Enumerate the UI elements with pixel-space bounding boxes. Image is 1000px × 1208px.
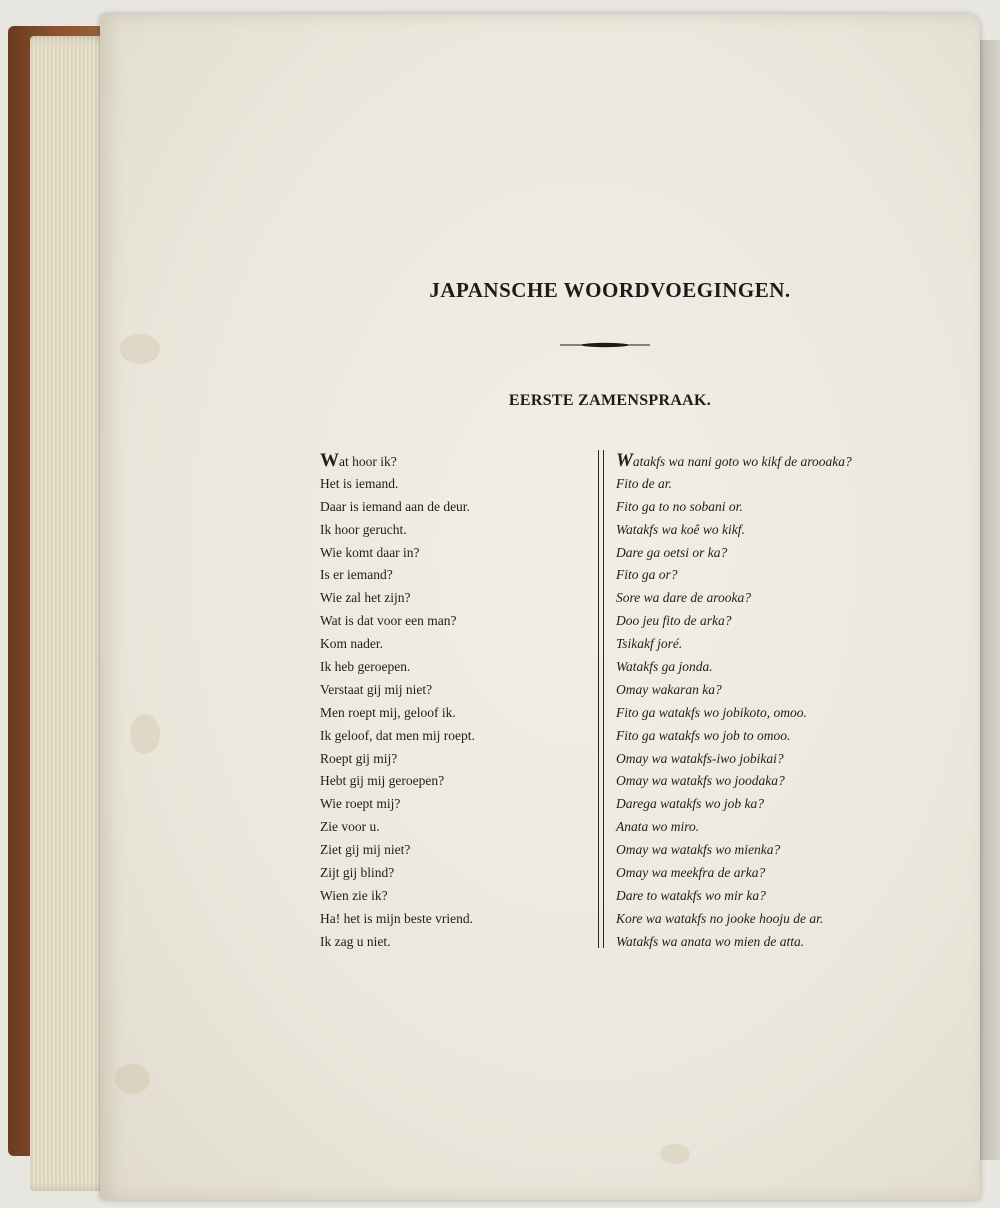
- text-line: Fito ga to no sobani or.: [616, 498, 743, 514]
- text-line: Ik geloof, dat men mij roept.: [320, 727, 475, 743]
- text-line: Wie komt daar in?: [320, 544, 420, 560]
- text-line: Fito ga watakfs wo job to omoo.: [616, 727, 791, 743]
- column-divider: [598, 450, 604, 948]
- text-line: Omay wa meekfra de arka?: [616, 865, 766, 881]
- text-line: Wie roept mij?: [320, 796, 401, 812]
- text-line: Omay wa watakfs wo joodaka?: [616, 773, 785, 789]
- text-line: Sore wa dare de arooka?: [616, 590, 751, 606]
- text-line: Kore wa watakfs no jooke hooju de ar.: [616, 910, 824, 926]
- text-line: Roept gij mij?: [320, 750, 398, 766]
- text-line: Men roept mij, geloof ik.: [320, 704, 456, 720]
- text-line: Anata wo miro.: [616, 819, 700, 835]
- text-line: Darega watakfs wo job ka?: [616, 796, 764, 812]
- foxing-stain: [120, 334, 160, 364]
- text-line: Verstaat gij mij niet?: [320, 681, 433, 697]
- text-line: Zie voor u.: [320, 819, 380, 835]
- text-line: Omay wa watakfs wo mienka?: [616, 842, 781, 858]
- text-line: Wat hoor ik?: [320, 450, 397, 471]
- text-line: Het is iemand.: [320, 475, 399, 491]
- text-line: Ik heb geroepen.: [320, 659, 411, 675]
- text-line: Dare ga oetsi or ka?: [616, 544, 728, 560]
- text-line: Hebt gij mij geroepen?: [320, 773, 445, 789]
- text-line: Omay wakaran ka?: [616, 681, 722, 697]
- text-line: Zijt gij blind?: [320, 865, 395, 881]
- text-line: Ha! het is mijn beste vriend.: [320, 910, 473, 926]
- foxing-stain: [660, 1144, 690, 1164]
- text-line: Omay wa watakfs-iwo jobikai?: [616, 750, 784, 766]
- text-line: Ziet gij mij niet?: [320, 842, 411, 858]
- text-line: Watakfs wa nani goto wo kikf de arooaka?: [616, 450, 852, 471]
- dutch-column: [320, 450, 590, 954]
- text-line: Fito ga watakfs wo jobikoto, omoo.: [616, 704, 807, 720]
- section-heading: EERSTE ZAMENSPRAAK.: [508, 392, 712, 409]
- text-line: Wien zie ik?: [320, 887, 388, 903]
- text-line: Is er iemand?: [320, 567, 393, 583]
- ornament-rule: [560, 341, 650, 349]
- page-title: JAPANSCHE WOORDVOEGINGEN.: [429, 278, 791, 302]
- text-line: Ik zag u niet.: [320, 933, 391, 949]
- text-line: Fito ga or?: [616, 567, 678, 583]
- japanese-column: [616, 450, 946, 954]
- text-line: Doo jeu fito de arka?: [616, 613, 732, 629]
- text-line: Watakfs ga jonda.: [616, 659, 713, 675]
- text-line: Fito de ar.: [616, 475, 672, 491]
- text-line: Tsikakf joré.: [616, 636, 683, 652]
- text-line: Watakfs wa koê wo kikf.: [616, 521, 745, 537]
- foxing-stain: [115, 1064, 150, 1094]
- text-line: Watakfs wa anata wo mien de atta.: [616, 933, 805, 949]
- text-line: Wat is dat voor een man?: [320, 613, 457, 629]
- text-line: Daar is iemand aan de deur.: [320, 498, 470, 514]
- text-line: Wie zal het zijn?: [320, 590, 411, 606]
- text-line: Kom nader.: [320, 636, 383, 652]
- text-line: Ik hoor gerucht.: [320, 521, 407, 537]
- text-line: Dare to watakfs wo mir ka?: [616, 887, 766, 903]
- foxing-stain: [130, 714, 160, 754]
